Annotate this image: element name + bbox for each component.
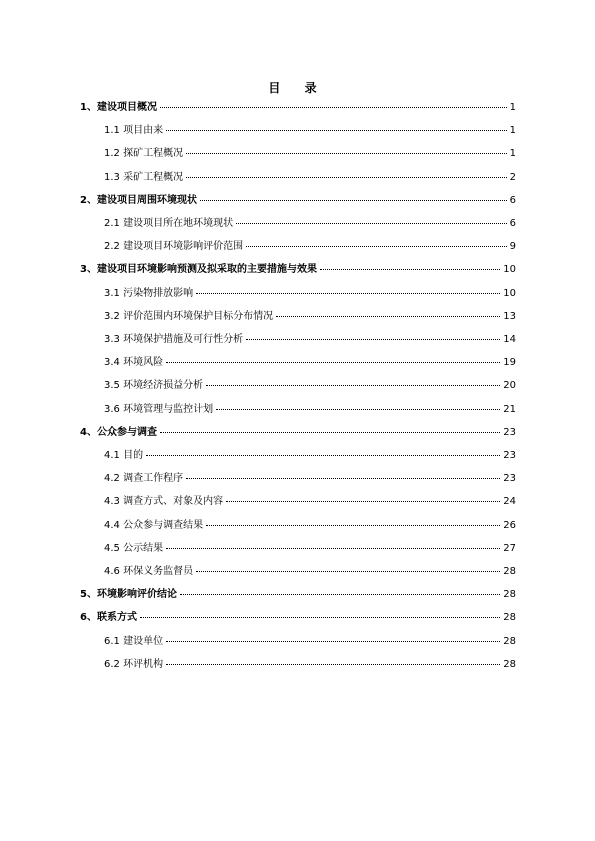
toc-section-entry[interactable] bbox=[0, 122, 516, 138]
toc-chapter-entry[interactable] bbox=[0, 261, 516, 277]
toc-page-number: 2 bbox=[509, 171, 516, 183]
toc-section-entry[interactable] bbox=[0, 540, 516, 556]
toc-page-number: 23 bbox=[503, 426, 516, 438]
toc-page-number: 27 bbox=[503, 542, 516, 554]
toc-entry-text: 6.2 环评机构 bbox=[104, 658, 164, 670]
toc-page-number: 23 bbox=[503, 473, 516, 485]
toc-dot-leader bbox=[196, 561, 500, 572]
toc-dot-leader bbox=[166, 631, 500, 642]
toc-dot-leader bbox=[226, 491, 500, 502]
toc-dot-leader bbox=[166, 352, 500, 363]
toc-entry-text: 4.2 调查工作程序 bbox=[104, 473, 184, 485]
toc-entry-text: 3.4 环境风险 bbox=[104, 357, 164, 369]
toc-page-number: 23 bbox=[503, 450, 516, 461]
toc-dot-leader bbox=[320, 259, 500, 270]
toc-section-entry[interactable] bbox=[0, 633, 516, 649]
toc-entry-text: 1.3 采矿工程概况 bbox=[104, 171, 184, 183]
toc-chapter-entry[interactable] bbox=[0, 424, 516, 440]
toc-section-entry[interactable] bbox=[0, 563, 516, 579]
toc-section-entry[interactable] bbox=[0, 169, 516, 185]
toc-dot-leader bbox=[146, 445, 500, 456]
toc-section-entry[interactable] bbox=[0, 215, 516, 231]
toc-entry-text: 6、联系方式 bbox=[80, 612, 137, 624]
toc-dot-leader bbox=[206, 515, 500, 526]
toc-entry-text: 4.4 公众参与调查结果 bbox=[104, 519, 204, 531]
toc-page-number: 28 bbox=[503, 566, 516, 577]
toc-page-number: 26 bbox=[503, 519, 516, 531]
toc-dot-leader bbox=[166, 538, 500, 549]
toc-entry-text: 2.2 建设项目环境影响评价范围 bbox=[104, 241, 244, 253]
toc-entry-text: 3.3 环境保护措施及可行性分析 bbox=[104, 334, 244, 345]
toc-page-number: 10 bbox=[503, 264, 516, 276]
toc-page-number: 20 bbox=[503, 380, 516, 392]
toc-section-entry[interactable] bbox=[0, 470, 516, 486]
toc-entry-text: 3.6 环境管理与监控计划 bbox=[104, 403, 214, 415]
toc-page-number: 28 bbox=[503, 635, 516, 647]
toc-section-entry[interactable] bbox=[0, 331, 516, 347]
toc-chapter-entry[interactable] bbox=[0, 586, 516, 602]
toc-entry-text: 2.1 建设项目所在地环境现状 bbox=[104, 218, 234, 229]
toc-dot-leader bbox=[200, 190, 507, 201]
toc-page-number: 28 bbox=[503, 612, 516, 624]
toc-chapter-entry[interactable] bbox=[0, 192, 516, 208]
toc-dot-leader bbox=[246, 236, 507, 247]
toc-page-number: 6 bbox=[509, 218, 516, 229]
toc-page-number: 21 bbox=[503, 403, 516, 415]
toc-chapter-entry[interactable] bbox=[0, 99, 516, 115]
toc-dot-leader bbox=[186, 468, 500, 479]
toc-entry-text: 1.2 探矿工程概况 bbox=[104, 148, 184, 160]
toc-page-number: 13 bbox=[503, 310, 516, 322]
toc-page-number: 9 bbox=[509, 241, 516, 253]
toc-dot-leader bbox=[166, 120, 507, 131]
toc-entry-text: 1.1 项目由来 bbox=[104, 125, 164, 137]
toc-dot-leader bbox=[186, 143, 507, 154]
toc-entry-text: 4.1 目的 bbox=[104, 450, 144, 461]
toc-entry-text: 4.5 公示结果 bbox=[104, 542, 164, 554]
toc-entry-text: 4、公众参与调查 bbox=[80, 426, 157, 438]
toc-page-number: 10 bbox=[503, 287, 516, 299]
toc-page-number: 14 bbox=[503, 334, 516, 345]
toc-page-number: 28 bbox=[503, 658, 516, 670]
toc-page-number: 19 bbox=[503, 357, 516, 369]
toc-dot-leader bbox=[166, 654, 500, 665]
toc-dot-leader bbox=[160, 97, 507, 108]
toc-dot-leader bbox=[276, 306, 500, 317]
toc-dot-leader bbox=[196, 283, 500, 294]
toc-dot-leader bbox=[246, 329, 500, 340]
toc-entry-text: 4.3 调查方式、对象及内容 bbox=[104, 496, 224, 508]
toc-page-number: 6 bbox=[509, 194, 516, 206]
toc-entry-text: 3.2 评价范围内环境保护目标分布情况 bbox=[104, 310, 274, 322]
toc-dot-leader bbox=[186, 167, 507, 178]
toc-entry-text: 4.6 环保义务监督员 bbox=[104, 566, 194, 577]
toc-section-entry[interactable] bbox=[0, 447, 516, 463]
toc-entry-text: 3.1 污染物排放影响 bbox=[104, 287, 194, 299]
toc-section-entry[interactable] bbox=[0, 517, 516, 533]
toc-dot-leader bbox=[160, 422, 500, 433]
toc-dot-leader bbox=[216, 399, 500, 410]
toc-chapter-entry[interactable] bbox=[0, 609, 516, 625]
toc-section-entry[interactable] bbox=[0, 656, 516, 672]
toc-section-entry[interactable] bbox=[0, 401, 516, 417]
toc-dot-leader bbox=[140, 607, 500, 618]
page-title: 目 录 bbox=[268, 81, 327, 95]
toc-entry-text: 2、建设项目周围环境现状 bbox=[80, 194, 197, 206]
toc-page-number: 24 bbox=[503, 496, 516, 508]
toc-entry-text: 3.5 环境经济损益分析 bbox=[104, 380, 204, 392]
toc-page-number: 28 bbox=[503, 589, 516, 601]
toc-section-entry[interactable] bbox=[0, 308, 516, 324]
toc-section-entry[interactable] bbox=[0, 238, 516, 254]
toc-section-entry[interactable] bbox=[0, 354, 516, 370]
toc-dot-leader bbox=[206, 375, 500, 386]
toc-entry-text: 3、建设项目环境影响预测及拟采取的主要措施与效果 bbox=[80, 264, 317, 276]
toc-section-entry[interactable] bbox=[0, 377, 516, 393]
toc-entry-text: 1、建设项目概况 bbox=[80, 102, 157, 113]
toc-entry-text: 5、环境影响评价结论 bbox=[80, 589, 177, 601]
toc-page-number: 1 bbox=[509, 148, 516, 160]
toc-dot-leader bbox=[180, 584, 500, 595]
toc-entry-text: 6.1 建设单位 bbox=[104, 635, 164, 647]
toc-section-entry[interactable] bbox=[0, 145, 516, 161]
toc-dot-leader bbox=[236, 213, 507, 224]
toc-page-number: 1 bbox=[509, 102, 516, 113]
toc-section-entry[interactable] bbox=[0, 493, 516, 509]
toc-page-number: 1 bbox=[509, 125, 516, 137]
toc-section-entry[interactable] bbox=[0, 285, 516, 301]
